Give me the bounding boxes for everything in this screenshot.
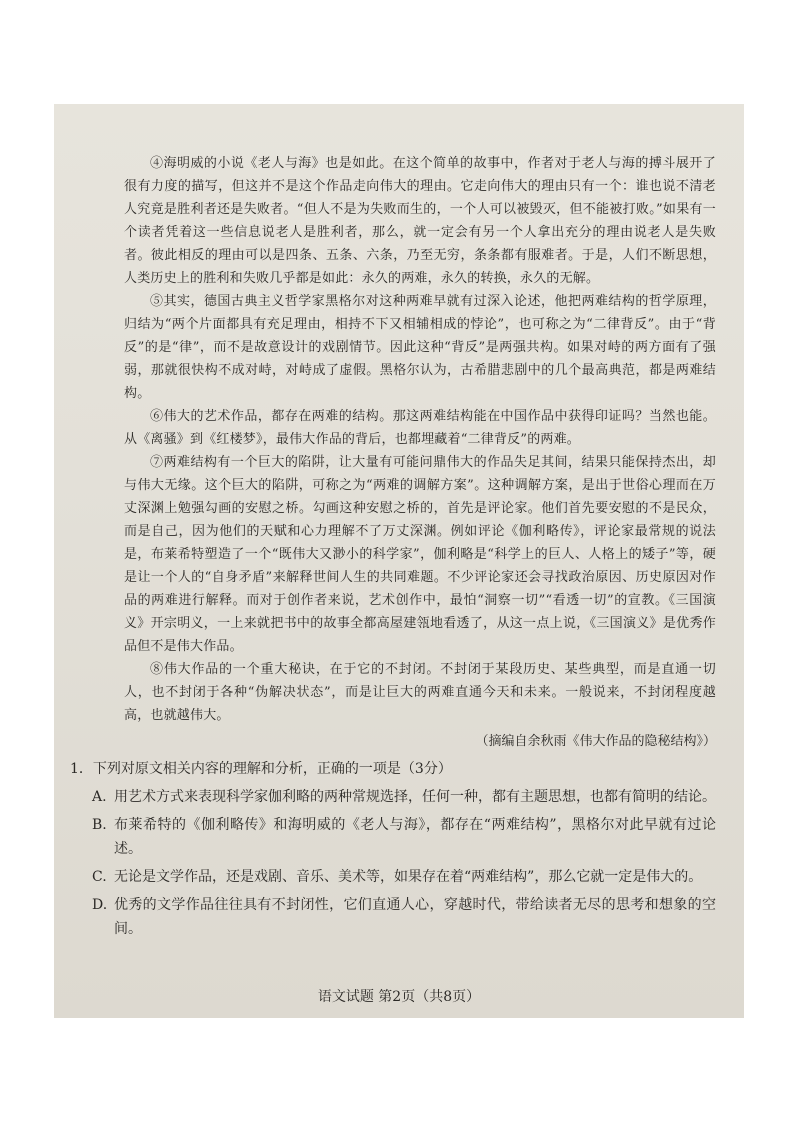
question-stem: 1．下列对原文相关内容的理解和分析，正确的一项是（3分） (70, 761, 452, 777)
option-letter: A. (92, 789, 107, 805)
paragraph-8: ⑧伟大作品的一个重大秘诀，在于它的不封闭。不封闭于某段历史、某些典型，而是直通一切人，也不封闭于各种“伪解决状态”，而是让巨大的两难直通今天和未来。一般说来，不封闭程度越高，也就越伟大。 (124, 662, 716, 723)
option-text: 布莱希特的《伽利略传》和海明威的《老人与海》，都存在“两难结构”，黑格尔对此早就有过论述。 (114, 817, 716, 857)
option-text: 用艺术方式来表现科学家伽利略的两种常规选择，任何一种，都有主题思想，也都有简明的结论。 (114, 789, 716, 805)
option-letter: D. (92, 897, 108, 913)
option-c (92, 865, 716, 889)
paragraph-5: ⑤其实，德国古典主义哲学家黑格尔对这种两难早就有过深入论述，他把两难结构的哲学原理，归结为“两个片面都具有充足理由，相持不下又相辅相成的悖论”，也可称之为“二律背反”。由于“背反”的是“律”，而不是故意设计的戏剧情节。因此这种“背反”是两强共构。如果对峙的两方面有了强弱，那就很快构不成对峙，对峙成了虚假。黑格尔认为，古希腊悲剧中的几个最高典范，都是两难结构。 (124, 294, 716, 401)
page-footer: 语文试题 第2页（共8页） (317, 989, 481, 1005)
option-text: 优秀的文学作品往往具有不封闭性，它们直通人心，穿越时代，带给读者无尽的思考和想象的空间。 (114, 897, 716, 937)
exam-content (70, 152, 716, 941)
paragraph-4: ④海明威的小说《老人与海》也是如此。在这个简单的故事中，作者对于老人与海的搏斗展开了很有力度的描写，但这并不是这个作品走向伟大的理由。它走向伟大的理由只有一个：谁也说不清老人究竟是胜利者还是失败者。“但人不是为失败而生的，一个人可以被毁灭，但不能被打败。”如果有一个读者凭着这一些信息说老人是胜利者，那么，就一定会有另一个人拿出充分的理由说老人是失败者。彼此相反的理由可以是四条、五条、六条，乃至无穷，条条都有服难者。于是，人们不断思想，人类历史上的胜利和失败几乎都是如此：永久的两难，永久的转换，永久的无解。 (124, 156, 716, 286)
source-citation: （摘编自余秋雨《伟大作品的隐秘结构》） (475, 734, 716, 749)
question-1 (70, 757, 716, 941)
option-d (92, 893, 716, 941)
option-a (92, 785, 716, 809)
paragraph-7: ⑦两难结构有一个巨大的陷阱，让大量有可能问鼎伟大的作品失足其间，结果只能保持杰出，却与伟大无缘。这个巨大的陷阱，可称之为“两难的调解方案”。这种调解方案，是出于世俗心理而在万丈深渊上勉强勾画的安慰之桥。勾画这种安慰之桥的，首先是评论家。他们首先要安慰的不是民众，而是自己，因为他们的天赋和心力理解不了万丈深渊。例如评论《伽利略传》，评论家最常规的说法是，布莱希特塑造了一个“既伟大又渺小的科学家”，伽利略是“科学上的巨人、人格上的矮子”等，硬是让一个人的“自身矛盾”来解释世间人生的共同难题。不少评论家还会寻找政治原因、历史原因对作品的两难进行解释。而对于创作者来说，艺术创作中，最怕“洞察一切”“看透一切”的宣教。《三国演义》开宗明义，一上来就把书中的故事全都高屋建瓴地看透了，从这一点上说，《三国演义》是优秀作品但不是伟大作品。 (124, 455, 716, 654)
option-letter: C. (92, 869, 107, 885)
paragraph-6: ⑥伟大的艺术作品，都存在两难的结构。那这两难结构能在中国作品中获得印证吗？当然也能。从《离骚》到《红楼梦》，最伟大作品的背后，也都埋藏着“二律背反”的两难。 (124, 409, 716, 447)
exam-page-photo (54, 104, 744, 1018)
option-text: 无论是文学作品，还是戏剧、音乐、美术等，如果存在着“两难结构”，那么它就一定是伟大的。 (114, 869, 703, 885)
option-letter: B. (92, 817, 107, 833)
option-b (92, 813, 716, 861)
